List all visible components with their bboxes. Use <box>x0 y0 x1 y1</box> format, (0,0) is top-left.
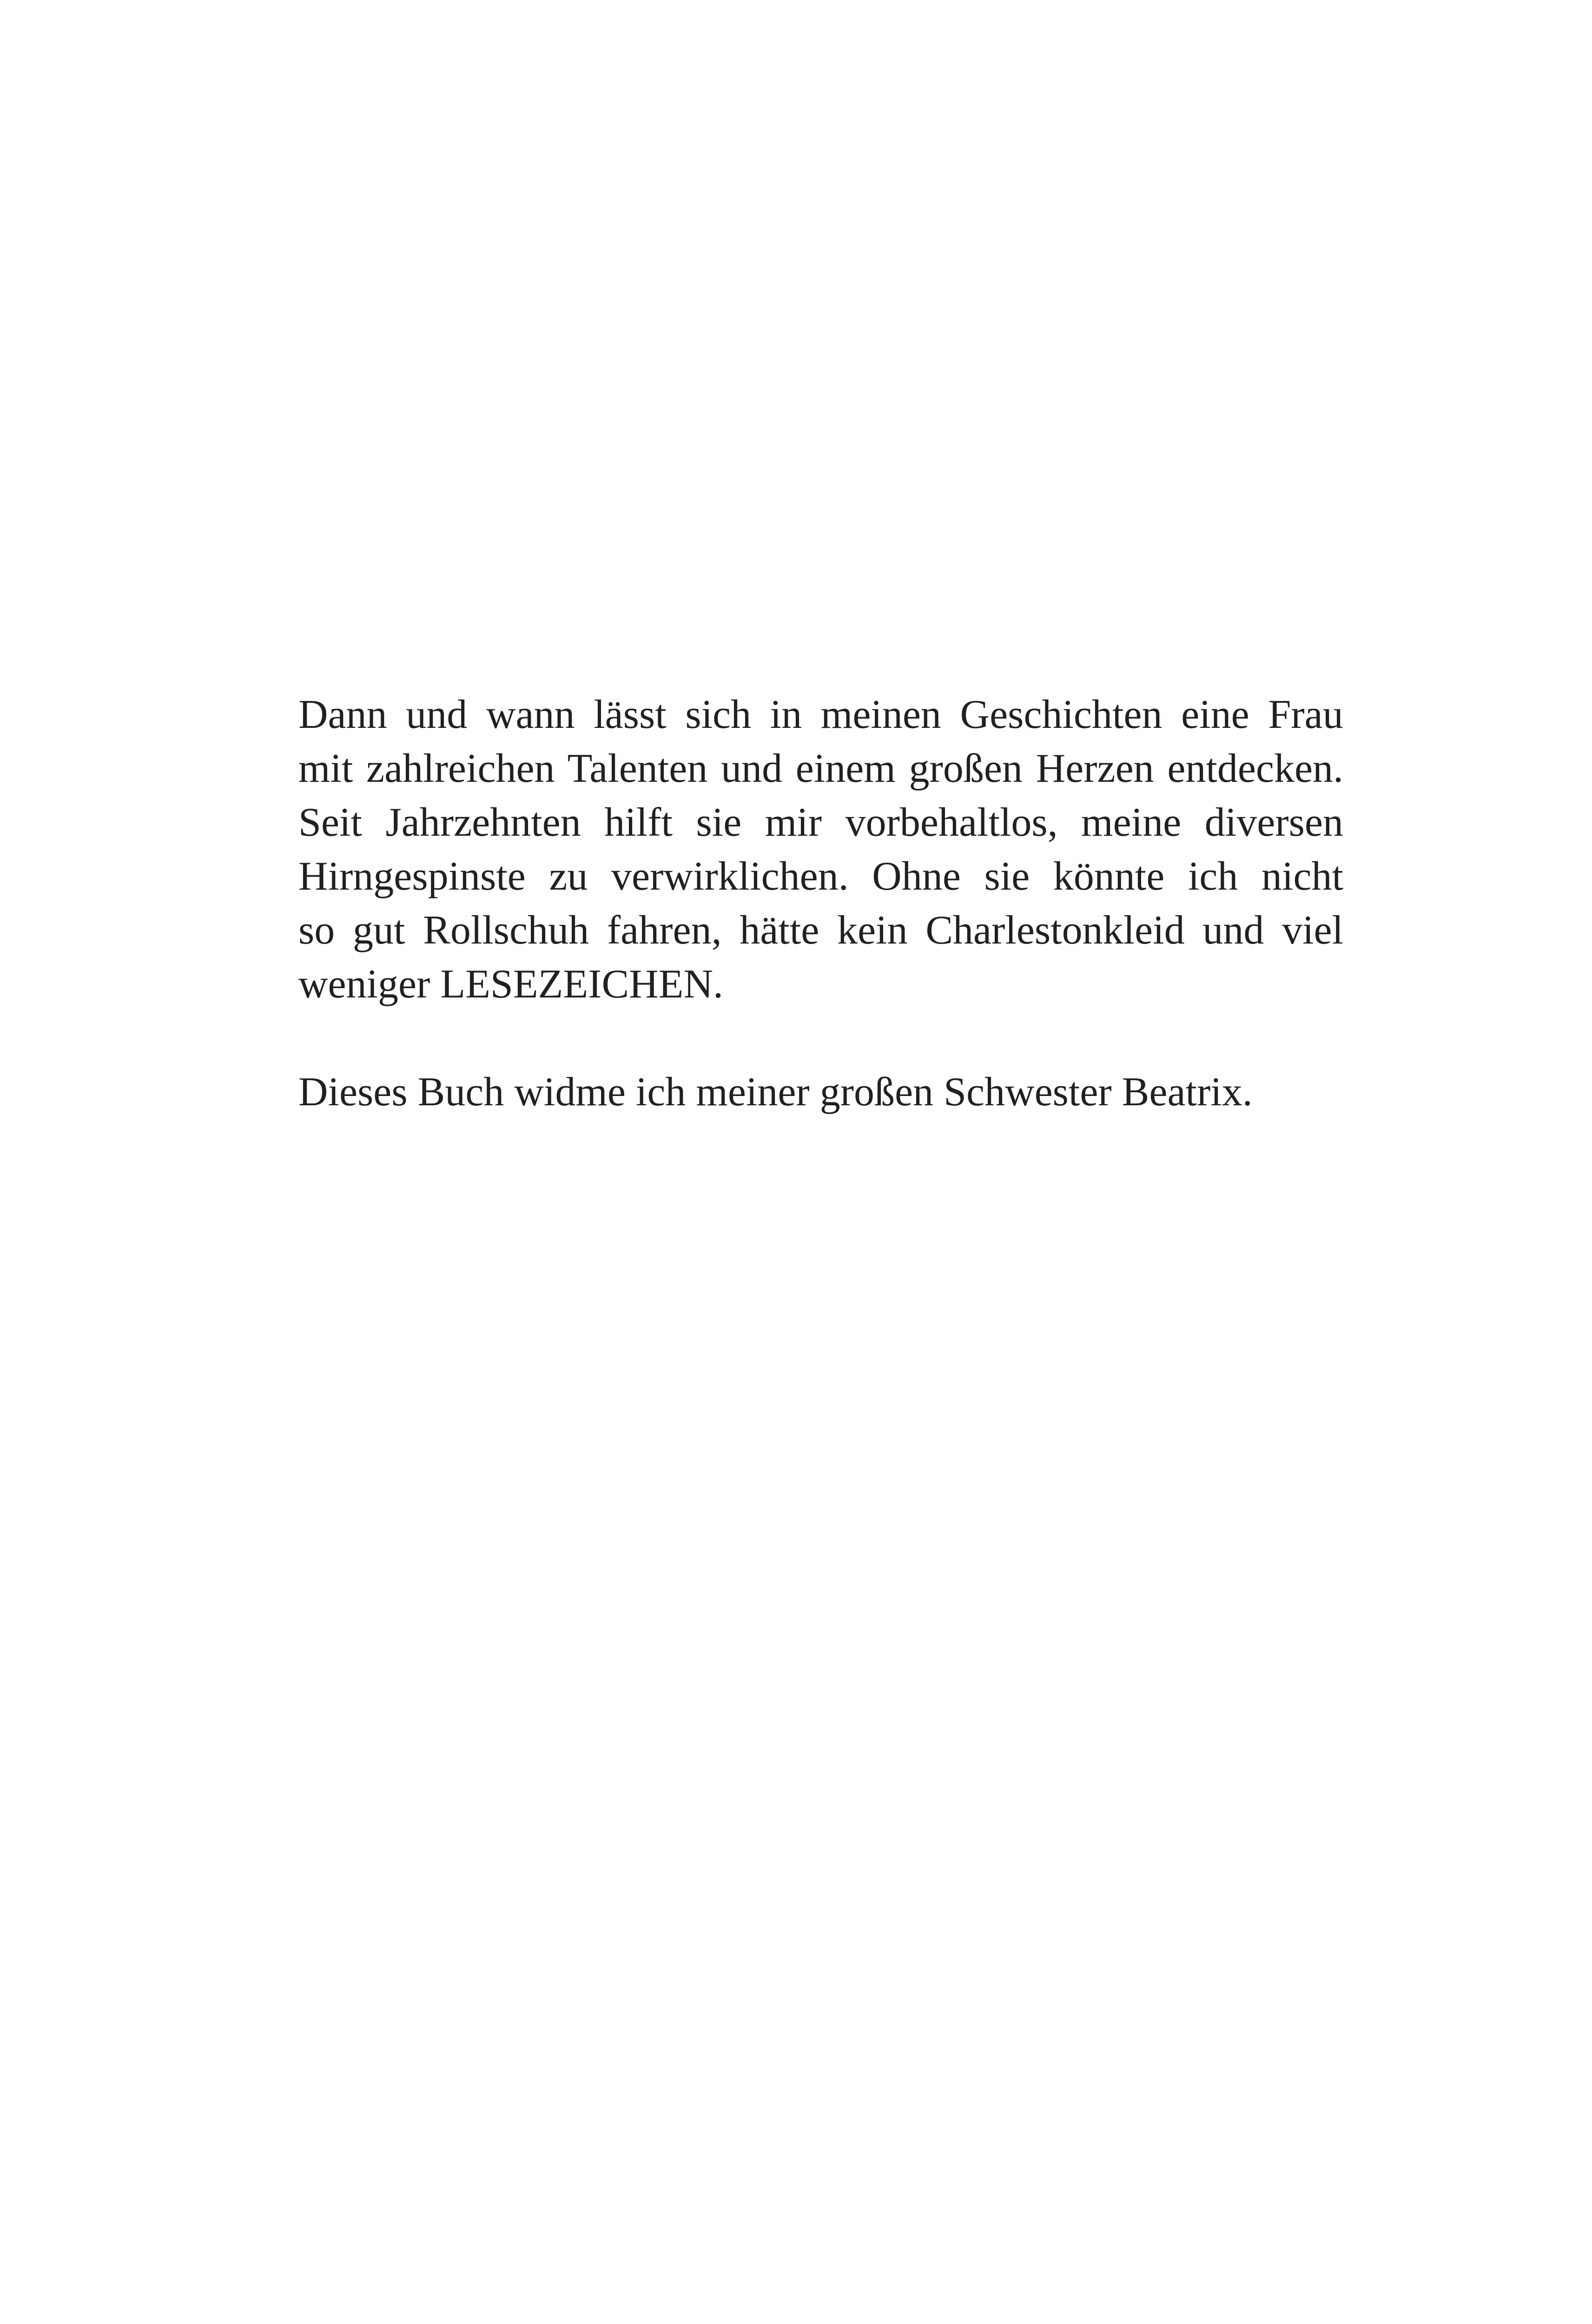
dedication-line: Hirngespinste zu verwirklichen. Ohne sie könnte ich nicht <box>298 854 1343 899</box>
dedication-text <box>298 688 1343 1119</box>
dedication-line: so gut Rollschuh fahren, hätte kein Charlestonkleid und viel <box>298 908 1344 953</box>
dedication-line: mit zahlreichen Talenten und einem großen Herzen entdecken. <box>298 746 1344 791</box>
paragraph-gap <box>298 1011 1343 1065</box>
dedication-line: Dann und wann lässt sich in meinen Geschichten eine Frau <box>298 692 1343 737</box>
dedication-line: Seit Jahrzehnten hilft sie mir vorbehaltlos, meine diversen <box>298 800 1343 845</box>
dedication-closing-line: Dieses Buch widme ich meiner großen Schwester Beatrix. <box>298 1070 1253 1115</box>
dedication-line: weniger LESEZEICHEN. <box>298 962 723 1007</box>
